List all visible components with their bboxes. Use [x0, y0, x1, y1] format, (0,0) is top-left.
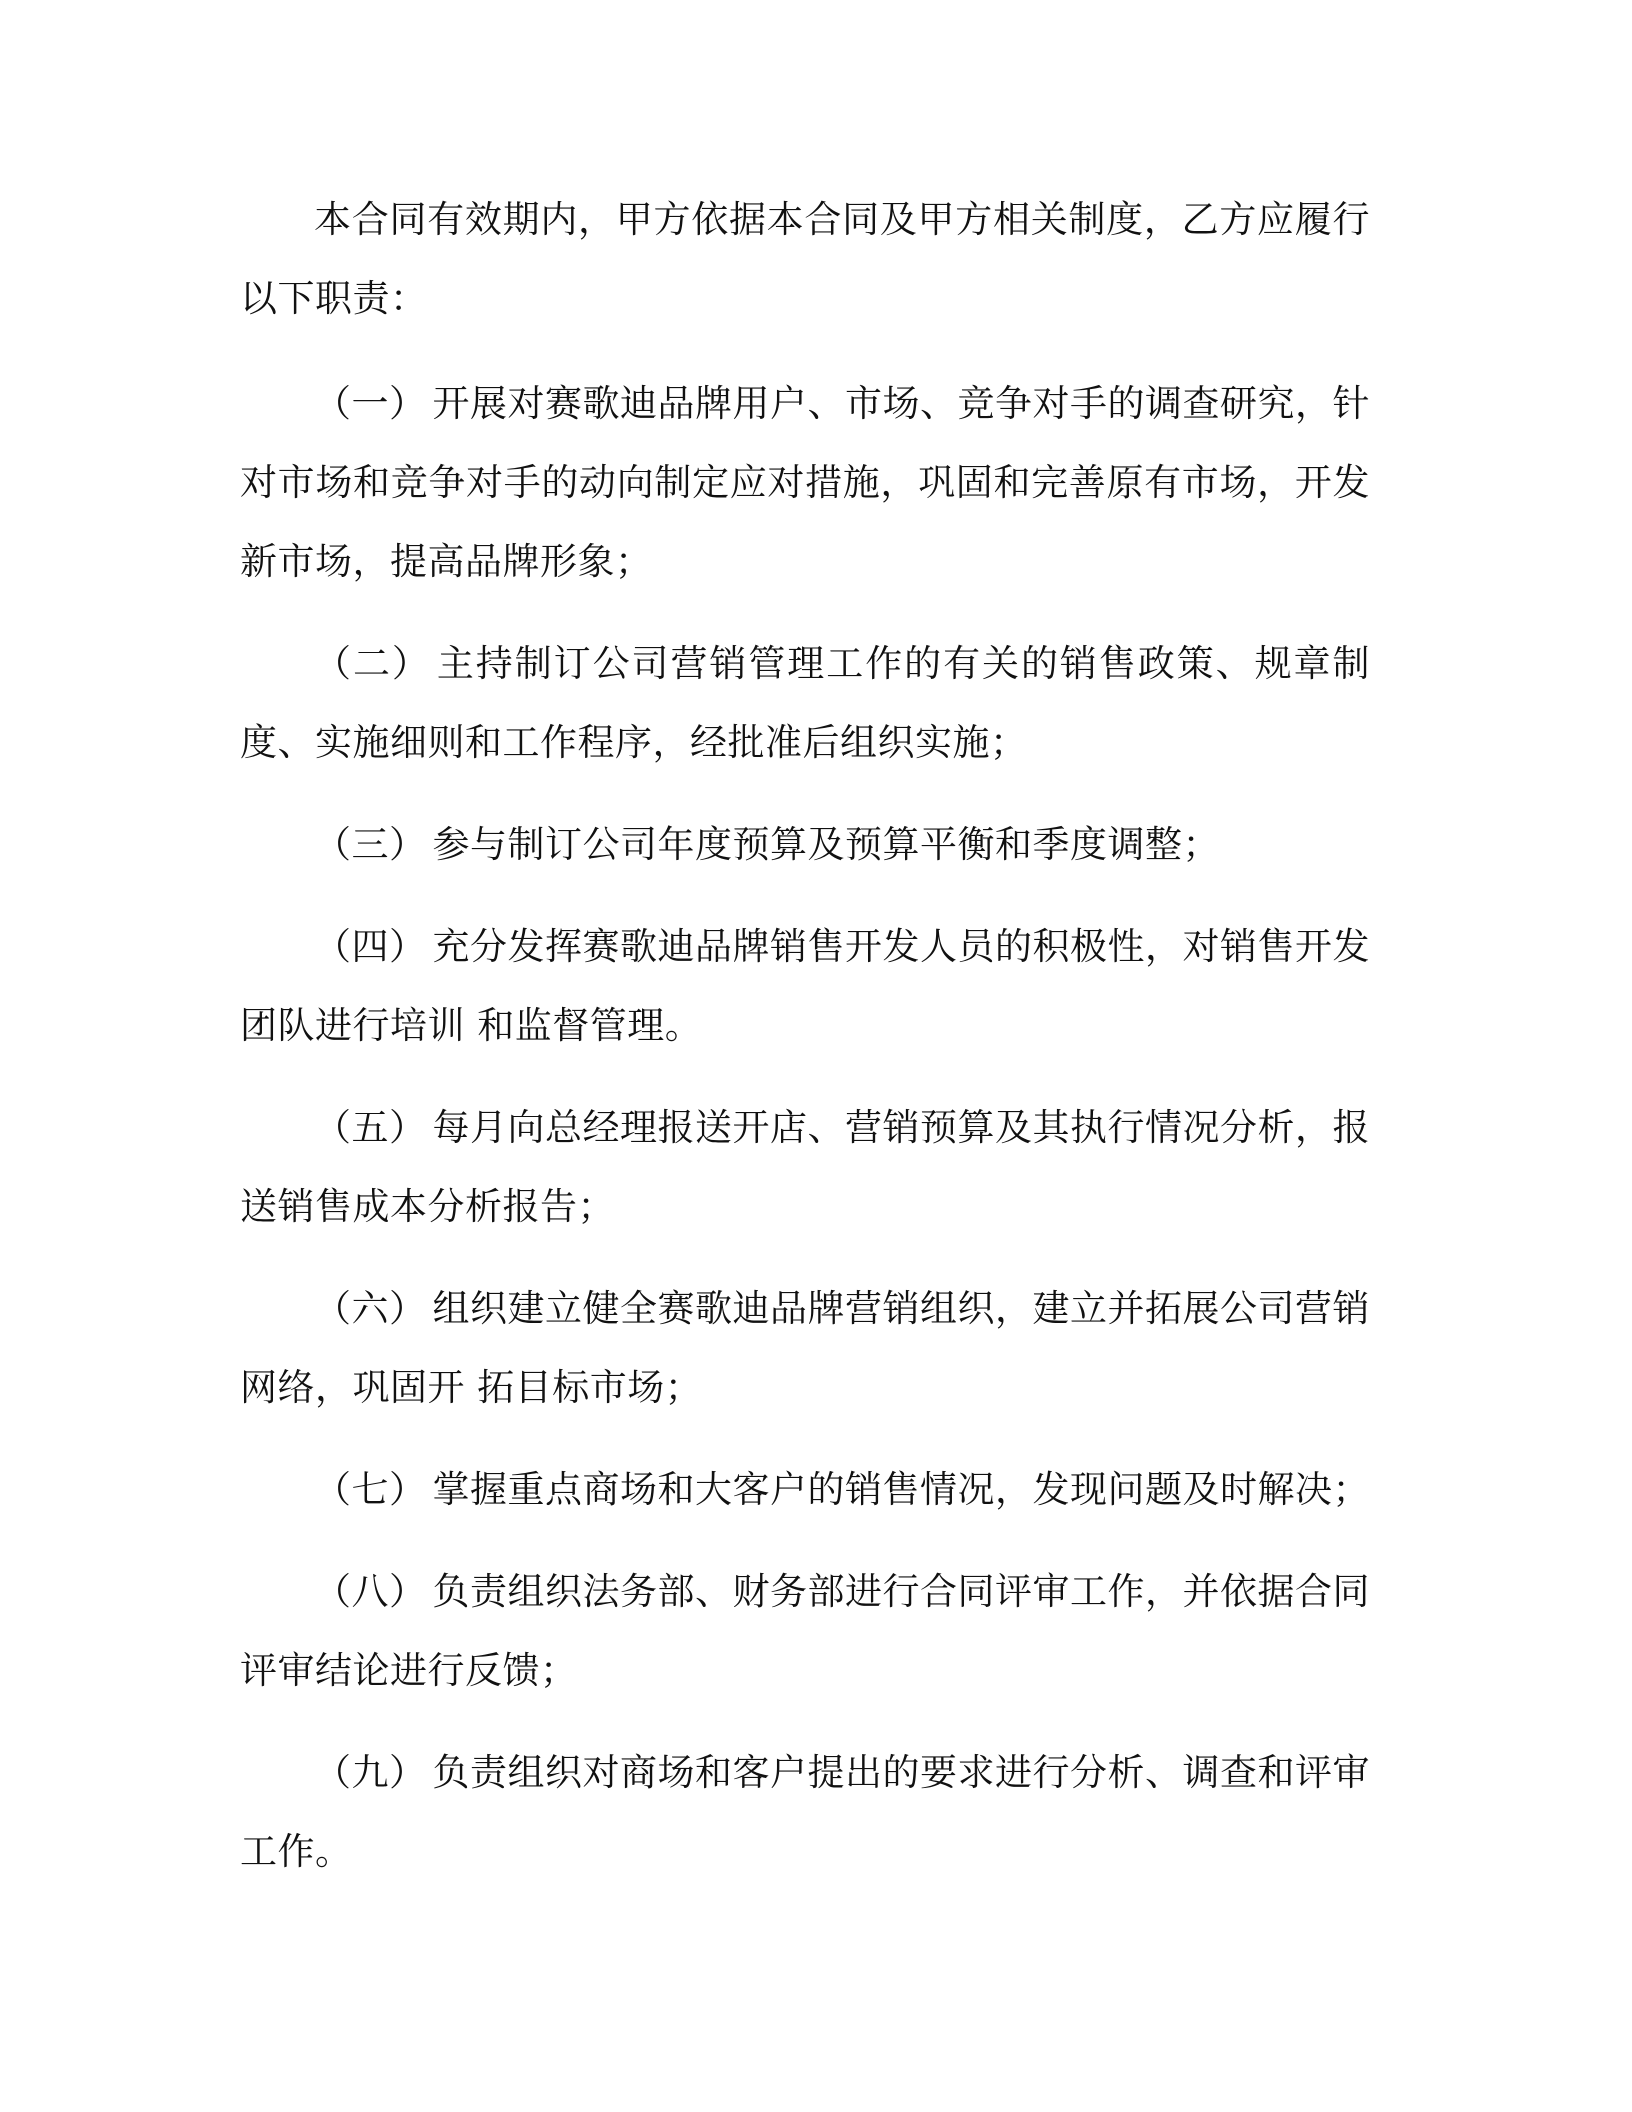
duty-item-8 [240, 1552, 1370, 1710]
contract-duties-section [240, 180, 1370, 1914]
duty-text: 掌握重点商场和大客户的销售情况，发现问题及时解决； [432, 1468, 1370, 1511]
duty-text: 负责组织对商场和客户提出的要求进行分析、调查和评审工作。 [240, 1751, 1370, 1873]
duty-text: 每月向总经理报送开店、营销预算及其执行情况分析，报送销售成本分析报告； [240, 1106, 1370, 1228]
duty-item-6 [240, 1269, 1370, 1427]
duty-number: （七） [314, 1468, 427, 1511]
duty-text: 组织建立健全赛歌迪品牌营销组织，建立并拓展公司营销网络，巩固开 拓目标市场； [240, 1287, 1370, 1409]
duty-number: （三） [314, 823, 427, 866]
duty-number: （五） [314, 1106, 427, 1149]
duty-number: （四） [314, 925, 427, 968]
duty-number: （八） [314, 1570, 427, 1613]
duty-item-2 [240, 624, 1370, 782]
duty-text: 主持制订公司营销管理工作的有关的销售政策、规章制度、实施细则和工作程序，经批准后组织实施； [240, 642, 1370, 764]
duty-text: 充分发挥赛歌迪品牌销售开发人员的积极性，对销售开发团队进行培训 和监督管理。 [240, 925, 1370, 1047]
duty-item-1 [240, 364, 1370, 601]
duty-number: （九） [314, 1751, 427, 1794]
duty-item-4 [240, 907, 1370, 1065]
duty-item-9 [240, 1733, 1370, 1891]
duty-item-3 [240, 805, 1370, 884]
duty-item-5 [240, 1088, 1370, 1246]
duty-text: 开展对赛歌迪品牌用户、市场、竞争对手的调查研究，针对市场和竞争对手的动向制定应对措施，巩固和完善原有市场，开发新市场，提高品牌形象； [240, 382, 1370, 583]
duty-number: （六） [314, 1287, 427, 1330]
duty-text: 参与制订公司年度预算及预算平衡和季度调整； [432, 823, 1220, 866]
duty-number: （一） [314, 382, 427, 425]
duty-item-7 [240, 1450, 1370, 1529]
duty-number: （二） [314, 642, 431, 685]
intro-paragraph: 本合同有效期内，甲方依据本合同及甲方相关制度，乙方应履行以下职责： [240, 198, 1370, 320]
duty-text: 负责组织法务部、财务部进行合同评审工作，并依据合同评审结论进行反馈； [240, 1570, 1370, 1692]
